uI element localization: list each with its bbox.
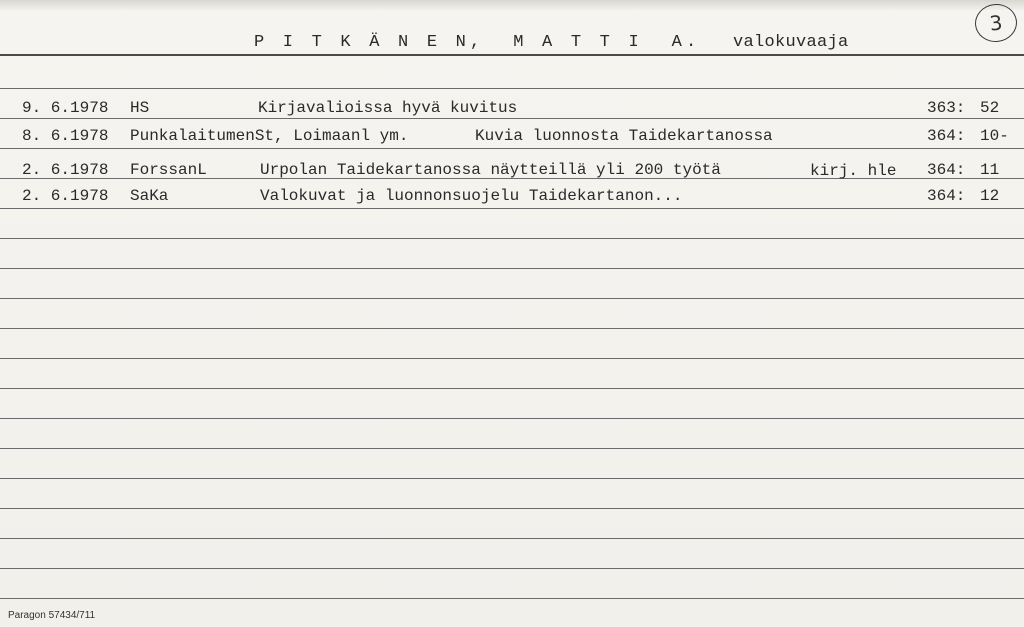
entry-source: SaKa [130, 187, 169, 205]
entry-page: 11 [980, 161, 1000, 179]
card-top-edge [0, 0, 1024, 10]
entry-date: 2. 6.1978 [22, 161, 109, 179]
entry-title: Urpolan Taidekartanossa näytteillä yli 200 työtä [260, 161, 721, 179]
ruled-line [0, 388, 1024, 389]
entry-date: 2. 6.1978 [22, 187, 109, 205]
entry-volume: 364: [927, 161, 966, 179]
entry-volume: 363: [927, 99, 966, 117]
entry-page: 12 [980, 187, 1000, 205]
entry-date: 8. 6.1978 [22, 127, 109, 145]
header-rule [0, 54, 1024, 56]
ruled-line [0, 298, 1024, 299]
ruled-line [0, 418, 1024, 419]
occupation: valokuvaaja [733, 33, 849, 52]
entry-author: kirj. hle [810, 162, 897, 180]
person-name: P I T K Ä N E N, M A T T I A. [254, 33, 701, 52]
ruled-line [0, 118, 1024, 119]
entry-page: 52 [980, 99, 1000, 117]
ruled-line [0, 88, 1024, 89]
entry-title: Valokuvat ja luonnonsuojelu Taidekartanon... [260, 187, 683, 205]
entry-date: 9. 6.1978 [22, 99, 109, 117]
entry-title: Kuvia luonnosta Taidekartanossa [475, 127, 773, 145]
ruled-line [0, 568, 1024, 569]
entry-volume: 364: [927, 127, 966, 145]
ruled-line [0, 538, 1024, 539]
ruled-line [0, 148, 1024, 149]
ruled-line [0, 448, 1024, 449]
ruled-line [0, 478, 1024, 479]
entry-source: HS [130, 99, 150, 117]
entry-title: Kirjavalioissa hyvä kuvitus [258, 99, 518, 117]
printer-mark: Paragon 57434/711 [8, 610, 96, 621]
ruled-line [0, 208, 1024, 209]
entry-page: 10- [980, 127, 1009, 145]
entry-volume: 364: [927, 187, 966, 205]
ruled-line [0, 508, 1024, 509]
entry-source: PunkalaitumenSt, Loimaanl ym. [130, 127, 409, 145]
ruled-line [0, 598, 1024, 599]
ruled-line [0, 268, 1024, 269]
ruled-line [0, 238, 1024, 239]
entry-source: ForssanL [130, 161, 207, 179]
ruled-line [0, 358, 1024, 359]
card-number-circle: 3 [973, 2, 1019, 44]
ruled-line [0, 328, 1024, 329]
